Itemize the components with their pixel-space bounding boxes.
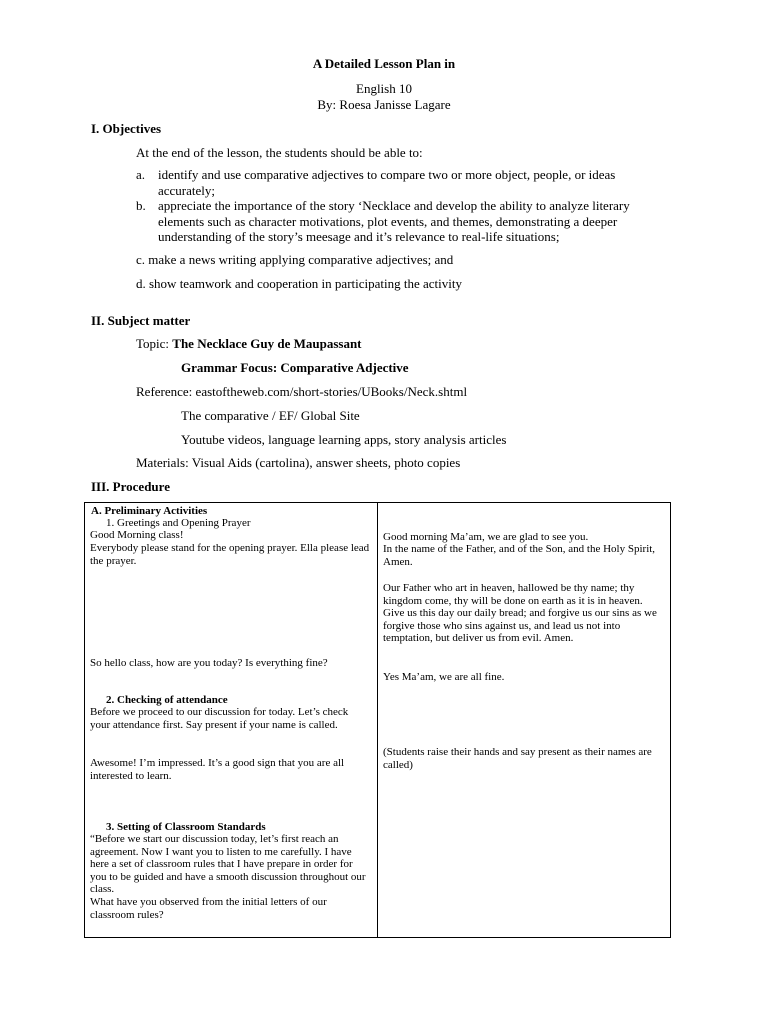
objective-item-a [136,167,666,198]
objectives-heading: I. Objectives [91,121,162,136]
grammar-focus: Grammar Focus: Comparative Adjective [181,360,409,375]
objective-item-b [136,198,666,245]
objective-item-d: d. show teamwork and cooperation in participating the activity [136,276,462,291]
document-author: By: Roesa Janisse Lagare [317,97,451,112]
teacher-hello: So hello class, how are you today? Is everything fine? [90,657,328,669]
objective-item-c: c. make a news writing applying comparative adjectives; and [136,252,454,267]
standards-heading: 3. Setting of Classroom Standards [106,821,266,833]
document-title: A Detailed Lesson Plan in [312,56,456,71]
materials-line: Materials: Visual Aids (cartolina), answer sheets, photo copies [136,455,461,470]
teacher-greeting: Good Morning class! [90,529,184,541]
objective-marker: b. [136,198,146,213]
prayer-request: Everybody please stand for the opening prayer. Ella please lead the prayer. [90,542,370,567]
standards-text: “Before we start our discussion today, let’s first reach an agreement. Now I want you to listen to me carefully. I have here a set of classroom rules that I have prepare in order for you to be guided and have a smooth discussion throughout our class. [90,833,366,895]
topic-value: The Necklace Guy de Maupassant [172,336,362,351]
reference-line [136,384,467,400]
students-column [378,503,671,938]
objective-marker: a. [136,167,146,182]
procedure-heading: III. Procedure [91,479,170,494]
subject-matter-heading: II. Subject matter [91,313,191,328]
topic-label: Topic: [136,336,173,351]
table-row [85,503,671,938]
attendance-instruction: Before we proceed to our discussion for today. Let’s check your attendance first. Say present if your name is called. [90,706,349,731]
section-a-heading: A. Preliminary Activities [91,505,208,517]
awesome-remark: Awesome! I’m impressed. It’s a good sign that you are all interested to learn. [90,757,345,782]
reference-3: Youtube videos, language learning apps, story analysis articles [181,432,507,447]
teacher-cell [85,503,377,937]
procedure-table [84,502,671,938]
reference-url: eastoftheweb.com/short-stories/UBooks/Neck.shtml [195,384,468,399]
standards-question: What have you observed from the initial letters of our classroom rules? [90,896,327,921]
students-greeting: Good morning Ma’am, we are glad to see you. [383,531,589,543]
sign-of-cross: In the name of the Father, and of the Son, and the Holy Spirit, Amen. [383,543,656,568]
students-fine: Yes Ma’am, we are all fine. [383,671,505,683]
reference-label: Reference: [136,384,196,399]
objectives-intro: At the end of the lesson, the students should be able to: [136,145,423,160]
our-father-prayer: Our Father who art in heaven, hallowed be thy name; thy kingdom come, thy will be done on earth as it is in heaven. Give us this day our daily bread; and forgive us our sins as we forgive those who sins against us, and lead us not into temptation, but deliver us from evil. Amen. [383,582,657,644]
greetings-heading: 1. Greetings and Opening Prayer [106,517,251,529]
students-cell [378,503,670,937]
document-subject: English 10 [356,81,412,96]
objective-text: appreciate the importance of the story ‘Necklace and develop the ability to analyze literary elements such as character motivations, plot events, and themes, demonstrating a deeper understanding of the story’s meesage and it’s relevance to real-life situations; [158,198,630,244]
attendance-heading: 2. Checking of attendance [106,694,228,706]
teacher-column [85,503,378,938]
students-attendance: (Students raise their hands and say present as their names are called) [383,746,652,771]
topic-line [136,336,362,352]
reference-2: The comparative / EF/ Global Site [181,408,360,423]
objective-text: identify and use comparative adjectives to compare two or more object, people, or ideas accurately; [158,167,616,198]
